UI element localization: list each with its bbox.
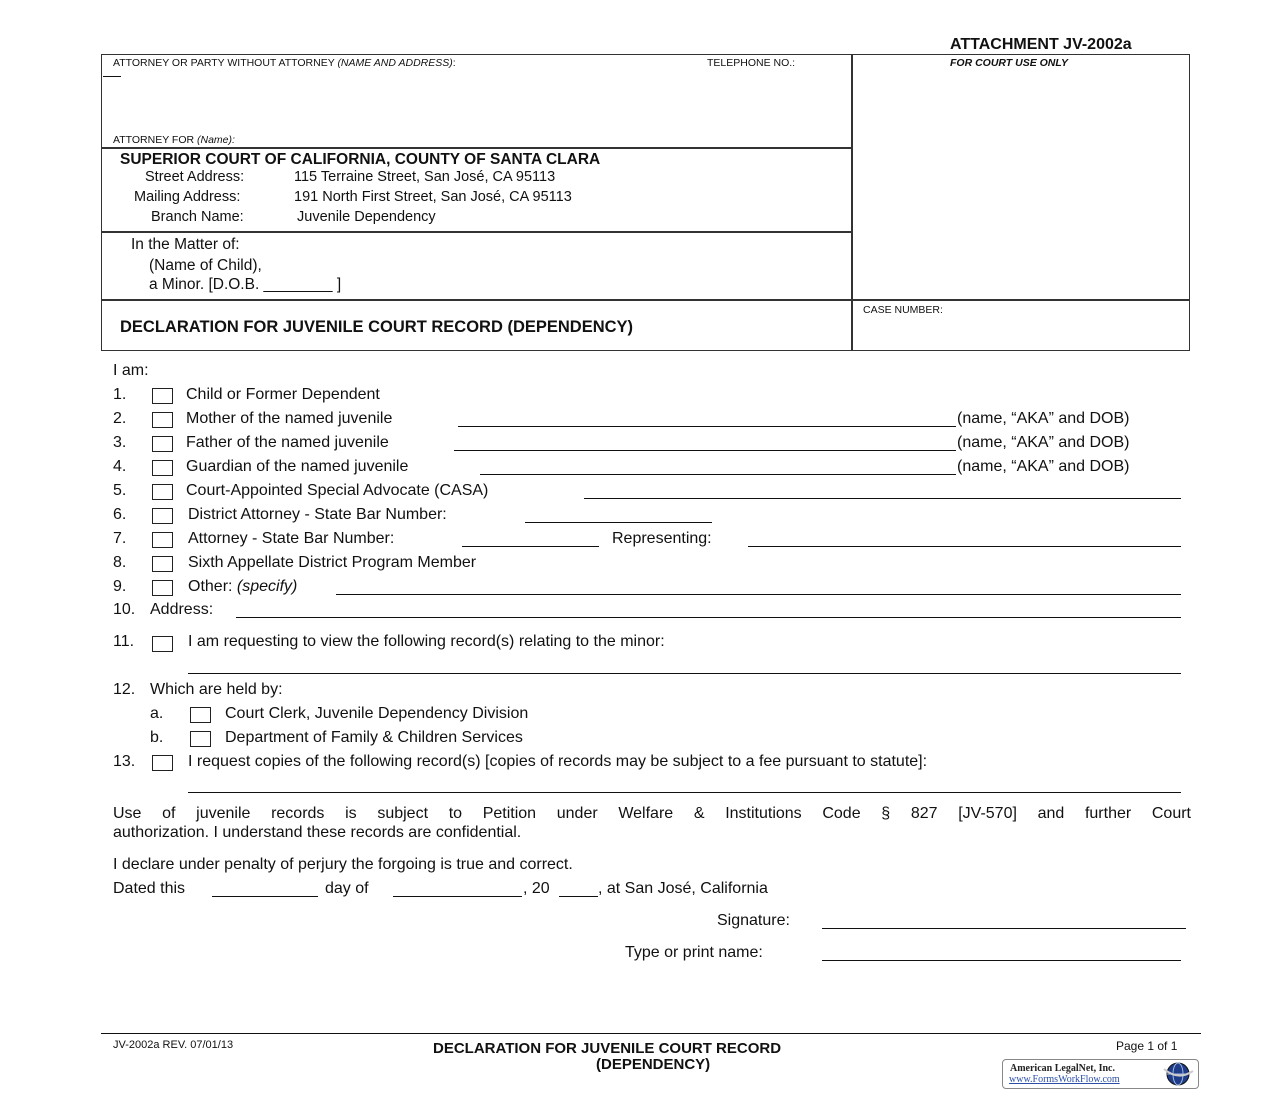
- guardian-suffix: (name, “AKA” and DOB): [957, 458, 1130, 475]
- footer-title-1: DECLARATION FOR JUVENILE COURT RECORD: [433, 1040, 782, 1057]
- item-number: 1.: [113, 386, 127, 403]
- print-name-label: Type or print name:: [625, 944, 763, 961]
- court-name: SUPERIOR COURT OF CALIFORNIA, COUNTY OF SANTA CLARA: [120, 151, 601, 168]
- item-number: 3.: [113, 434, 127, 451]
- guardian-field[interactable]: [480, 474, 956, 475]
- american-legalnet-logo[interactable]: [1002, 1059, 1199, 1089]
- address-label: Address:: [150, 601, 214, 618]
- request-copies-field[interactable]: [188, 792, 1181, 793]
- checkbox-district-attorney[interactable]: [152, 508, 173, 524]
- request-copies-label: I request copies of the following record(s) [copies of records may be subject to a fee pursuant to statute]:: [188, 753, 928, 770]
- checkbox-mother[interactable]: [152, 412, 173, 428]
- branch-label: Branch Name:: [151, 209, 244, 225]
- representing-label: Representing:: [612, 530, 712, 547]
- matter-line-2: (Name of Child),: [149, 257, 262, 274]
- checkbox-dfcs[interactable]: [190, 731, 211, 747]
- item-number: 9.: [113, 578, 127, 595]
- item-number: 12.: [113, 681, 136, 698]
- street-label: Street Address:: [145, 169, 245, 185]
- mother-suffix: (name, “AKA” and DOB): [957, 410, 1130, 427]
- year-field[interactable]: [559, 896, 598, 897]
- father-field[interactable]: [454, 450, 956, 451]
- view-records-label: I am requesting to view the following record(s) relating to the minor:: [188, 633, 665, 650]
- item-label-casa: Court-Appointed Special Advocate (CASA): [186, 482, 489, 499]
- address-field[interactable]: [236, 617, 1181, 618]
- globe-icon: [1160, 1061, 1196, 1087]
- checkbox-other[interactable]: [152, 580, 173, 596]
- court-use-label: FOR COURT USE ONLY: [950, 57, 1069, 69]
- item-label-guardian: Guardian of the named juvenile: [186, 458, 409, 475]
- court-use-cell: [851, 54, 1190, 301]
- print-name-field[interactable]: [822, 960, 1181, 961]
- item-number: 8.: [113, 554, 127, 571]
- mother-field[interactable]: [458, 426, 956, 427]
- item-number: 7.: [113, 530, 127, 547]
- held-by-label: Which are held by:: [150, 681, 283, 698]
- item-label-other: Other: (specify): [188, 578, 298, 595]
- declaration-statement: I declare under penalty of perjury the forgoing is true and correct.: [113, 856, 573, 873]
- case-number-label: CASE NUMBER:: [863, 304, 943, 316]
- checkbox-attorney[interactable]: [152, 532, 173, 548]
- signature-field[interactable]: [822, 928, 1186, 929]
- footer-title-2: (DEPENDENCY): [596, 1056, 711, 1073]
- attachment-label: ATTACHMENT JV-2002a: [950, 36, 1132, 53]
- casa-field[interactable]: [584, 498, 1181, 499]
- checkbox-child[interactable]: [152, 388, 173, 404]
- item-number: 6.: [113, 506, 127, 523]
- view-records-field[interactable]: [188, 673, 1181, 674]
- month-field[interactable]: [393, 896, 522, 897]
- dated-this-label: Dated this: [113, 880, 186, 897]
- footer-rule: [101, 1033, 1201, 1034]
- representing-field[interactable]: [748, 546, 1181, 547]
- sub-item-letter: b.: [150, 729, 164, 746]
- place-label: , at San José, California: [598, 880, 768, 897]
- notice-line-1: Use of juvenile records is subject to Petition under Welfare & Institutions Code § 827 [JV-570] and further Court: [113, 805, 1191, 822]
- item-label-sixth-appellate: Sixth Appellate District Program Member: [188, 554, 477, 571]
- item-number: 11.: [113, 633, 135, 650]
- item-number: 13.: [113, 753, 136, 770]
- item-label-mother: Mother of the named juvenile: [186, 410, 393, 427]
- notice-line-2: authorization. I understand these records are confidential.: [113, 824, 522, 841]
- telephone-label: TELEPHONE NO.:: [707, 57, 796, 69]
- item-number: 2.: [113, 410, 127, 427]
- i-am-label: I am:: [113, 362, 149, 379]
- checkbox-sixth-appellate[interactable]: [152, 556, 173, 572]
- checkbox-court-clerk[interactable]: [190, 707, 211, 723]
- form-title: DECLARATION FOR JUVENILE COURT RECORD (DEPENDENCY): [120, 318, 634, 336]
- attorney-bar-number-field[interactable]: [462, 546, 599, 547]
- form-revision: JV-2002a REV. 07/01/13: [113, 1039, 234, 1051]
- mailing-value: 191 North First Street, San José, CA 95113: [294, 189, 572, 205]
- checkbox-request-copies[interactable]: [152, 755, 173, 771]
- checkbox-guardian[interactable]: [152, 460, 173, 476]
- attorney-field[interactable]: [103, 76, 121, 77]
- dfcs-label: Department of Family & Children Services: [225, 729, 523, 746]
- checkbox-view-records[interactable]: [152, 636, 173, 652]
- item-label-father: Father of the named juvenile: [186, 434, 389, 451]
- mailing-label: Mailing Address:: [134, 189, 241, 205]
- street-value: 115 Terraine Street, San José, CA 95113: [294, 169, 556, 185]
- logo-company-name: American LegalNet, Inc.: [1010, 1063, 1115, 1074]
- day-field[interactable]: [212, 896, 318, 897]
- father-suffix: (name, “AKA” and DOB): [957, 434, 1130, 451]
- matter-line-3: a Minor. [D.O.B. ________ ]: [149, 276, 342, 293]
- checkbox-casa[interactable]: [152, 484, 173, 500]
- other-field[interactable]: [336, 594, 1181, 595]
- attorney-label: ATTORNEY OR PARTY WITHOUT ATTORNEY (NAME AND ADDRESS):: [113, 57, 456, 69]
- attorney-for-label: ATTORNEY FOR (Name):: [113, 134, 235, 146]
- year-prefix-label: , 20: [523, 880, 550, 897]
- court-clerk-label: Court Clerk, Juvenile Dependency Division: [225, 705, 529, 722]
- da-bar-number-field[interactable]: [525, 522, 712, 523]
- item-label-district-attorney: District Attorney - State Bar Number:: [188, 506, 447, 523]
- item-number: 5.: [113, 482, 127, 499]
- item-number: 10.: [113, 601, 136, 618]
- sub-item-letter: a.: [150, 705, 164, 722]
- day-of-label: day of: [325, 880, 369, 897]
- item-number: 4.: [113, 458, 127, 475]
- matter-line-1: In the Matter of:: [131, 236, 240, 253]
- signature-label: Signature:: [717, 912, 790, 929]
- checkbox-father[interactable]: [152, 436, 173, 452]
- item-label-attorney: Attorney - State Bar Number:: [188, 530, 395, 547]
- item-label-child: Child or Former Dependent: [186, 386, 380, 403]
- page-number: Page 1 of 1: [1116, 1039, 1178, 1053]
- logo-url[interactable]: www.FormsWorkFlow.com: [1009, 1074, 1120, 1085]
- branch-value: Juvenile Dependency: [297, 209, 436, 225]
